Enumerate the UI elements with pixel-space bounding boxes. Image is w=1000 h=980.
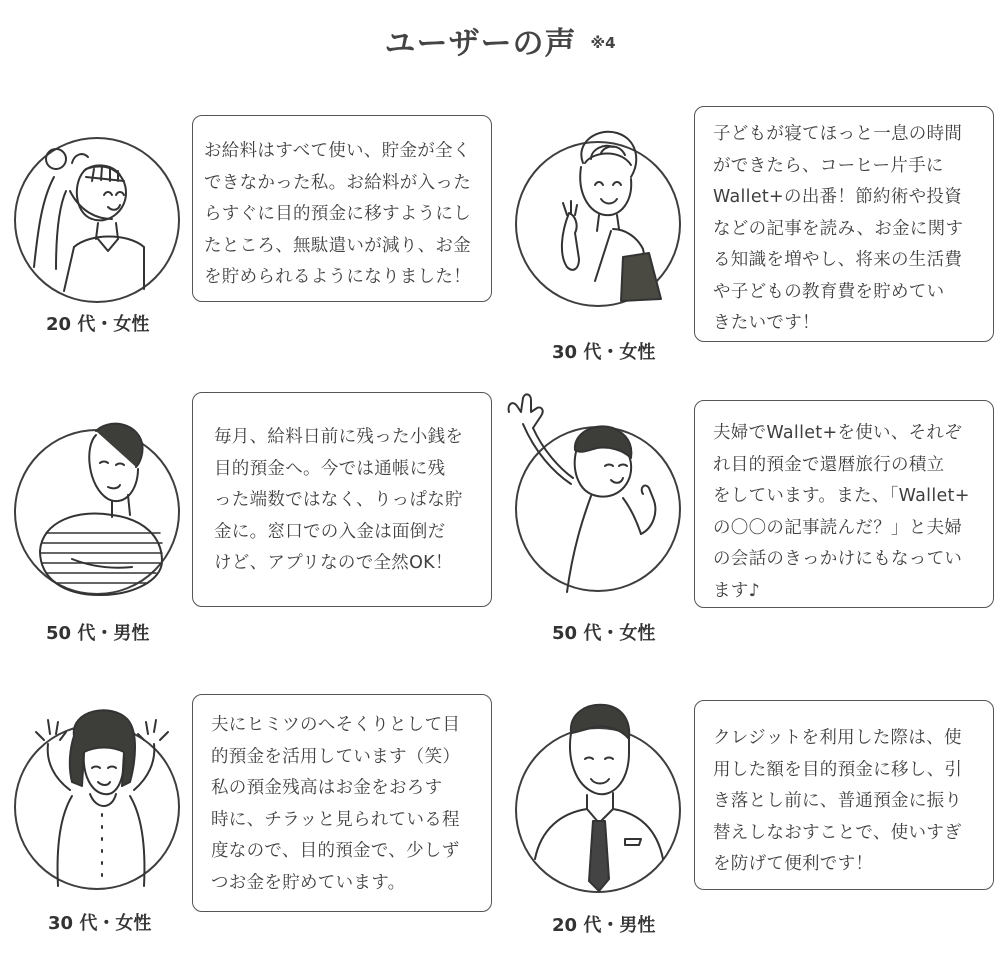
page-title: ユーザーの声	[384, 26, 577, 62]
testimonial-caption: 30 代・女性	[552, 342, 656, 363]
woman-laughing-illustration	[12, 686, 182, 896]
testimonial-text: 子どもが寝てほっと一息の時間 ができたら、コーヒー片手に Wallet+の出番！節約術や投資 などの記事を読み、お金に関す る知識を増やし、将来の生活費 や子どもの教育費を貯めてい きたいです！	[694, 106, 994, 342]
avatar	[14, 724, 180, 890]
testimonial-caption: 20 代・男性	[552, 915, 656, 936]
section-header	[0, 18, 1000, 63]
avatar	[515, 426, 681, 592]
man-in-sweater-illustration	[12, 391, 182, 601]
avatar	[515, 727, 681, 893]
avatar	[14, 429, 180, 595]
woman-waving-illustration	[513, 388, 683, 598]
woman-cheering-illustration	[12, 99, 182, 309]
testimonial-text: クレジットを利用した際は、使 用した額を目的預金に移し、引 き落とし前に、普通預金に振り 替えしなおすことで、使いすぎ を防げて便利です！	[694, 700, 994, 890]
man-in-tie-illustration	[513, 689, 683, 899]
avatar	[515, 141, 681, 307]
footnote-marker: ※4	[590, 34, 616, 52]
testimonial-text: 夫にヒミツのへそくりとして目 的預金を活用しています（笑） 私の預金残高はお金をおろす 時に、チラッと見られている程 度なので、目的預金で、少しず つお金を貯めています。	[192, 694, 492, 912]
testimonial-caption: 50 代・男性	[46, 623, 150, 644]
testimonial-caption: 50 代・女性	[552, 623, 656, 644]
testimonial-text: お給料はすべて使い、貯金が全く できなかった私。お給料が入った らすぐに目的預金に移すようにし たところ、無駄遣いが減り、お金 を貯められるようになりました！	[192, 115, 492, 302]
testimonial-text: 毎月、給料日前に残った小銭を 目的預金へ。今では通帳に残 った端数ではなく、りっぱな貯 金に。窓口での入金は面倒だ けど、アプリなので全然OK！	[192, 392, 492, 607]
avatar	[14, 137, 180, 303]
woman-with-bag-illustration	[513, 103, 683, 313]
testimonial-caption: 30 代・女性	[48, 913, 152, 934]
testimonial-caption: 20 代・女性	[46, 314, 150, 335]
testimonial-text: 夫婦でWallet+を使い、それぞ れ目的預金で還暦旅行の積立 をしています。また、「Wallet+ の〇〇の記事読んだ？」と夫婦 の会話のきっかけにもなってい ます♪	[694, 400, 994, 608]
